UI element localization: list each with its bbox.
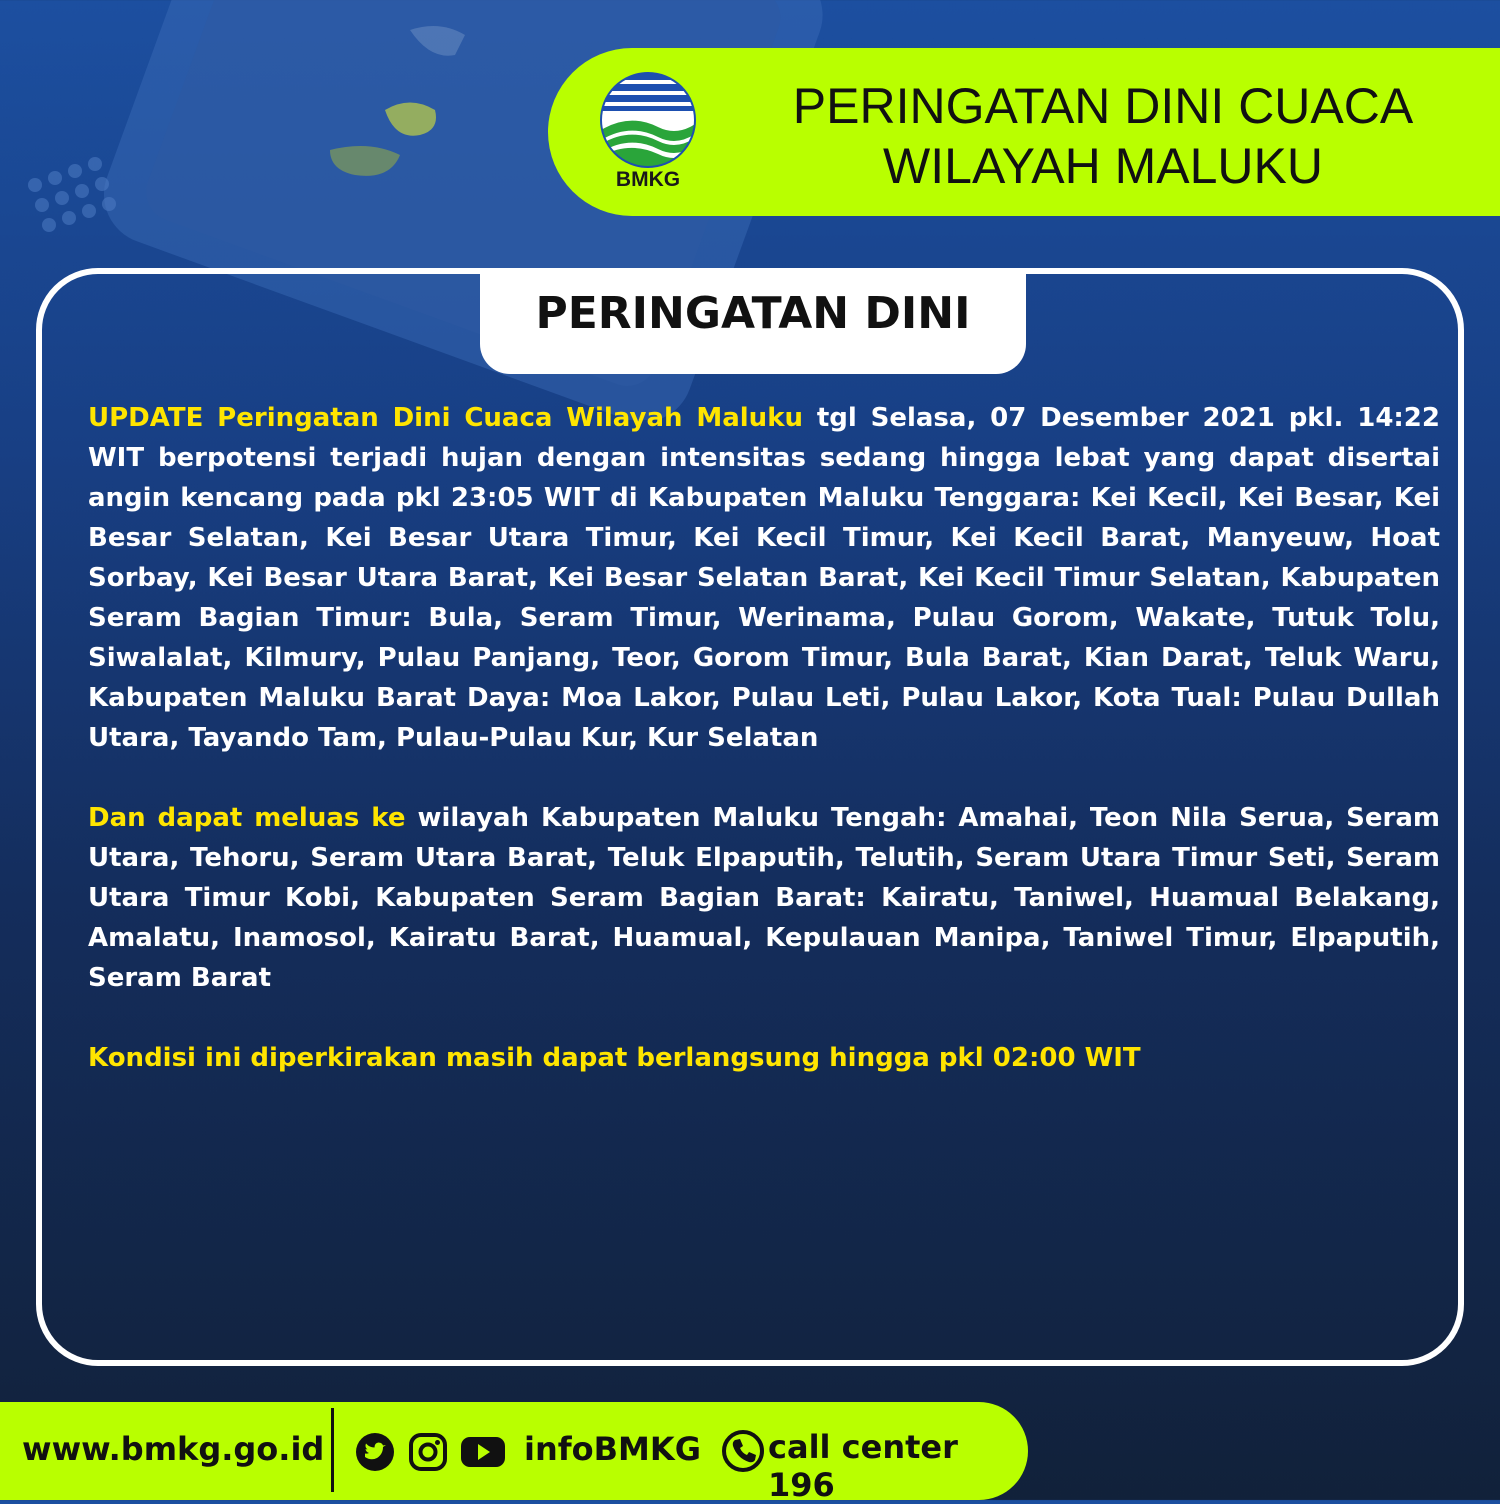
warning-panel-tab	[480, 270, 1026, 374]
spread-highlight: Dan dapat meluas ke	[88, 803, 406, 833]
duration-highlight: Kondisi ini diperkirakan masih dapat berlangsung hingga pkl 02:00 WIT	[88, 1043, 1141, 1073]
youtube-icon[interactable]	[460, 1432, 506, 1472]
twitter-icon[interactable]	[355, 1432, 395, 1472]
warning-paragraph-1	[88, 398, 1440, 758]
warning-panel-title: PERINGATAN DINI	[535, 288, 971, 339]
website-link[interactable]: www.bmkg.go.id	[22, 1430, 325, 1468]
header-title-line2: WILAYAH MALUKU	[883, 138, 1323, 194]
header-title-line1: PERINGATAN DINI CUACA	[792, 78, 1414, 134]
spread-text: wilayah Kabupaten Maluku Tengah: Amahai, Teon Nila Serua, Seram Utara, Tehoru, Seram Utara Barat, Teluk Elpaputih, Telutih, Seram Utara Timur Seti, Seram Utara Timur Kobi, Kabupaten Seram Bagian Barat: Kairatu, Taniwel, Huamual Belakang, Amalatu, Inamosol, Kairatu Barat, Huamual, Kepulauan Manipa, Taniwel Timur, Elpaputih, Seram Barat	[88, 803, 1440, 993]
bmkg-logo	[598, 70, 698, 194]
bmkg-logo-label: BMKG	[615, 168, 681, 191]
social-handle[interactable]: infoBMKG	[524, 1430, 701, 1468]
call-center[interactable]: call center 196	[768, 1428, 958, 1504]
update-highlight: UPDATE Peringatan Dini Cuaca Wilayah Maluku	[88, 403, 803, 433]
warning-content	[88, 398, 1440, 1118]
header-title	[748, 76, 1458, 196]
update-text: tgl Selasa, 07 Desember 2021 pkl. 14:22 WIT berpotensi terjadi hujan dengan intensitas sedang hingga lebat yang dapat disertai angin kencang pada pkl 23:05 WIT di Kabupaten Maluku Tenggara: Kei Kecil, Kei Besar, Kei Besar Selatan, Kei Besar Utara Timur, Kei Kecil Timur, Kei Kecil Barat, Manyeuw, Hoat Sorbay, Kei Besar Utara Barat, Kei Besar Selatan Barat, Kei Kecil Timur Selatan, Kabupaten Seram Bagian Timur: Bula, Seram Timur, Werinama, Pulau Gorom, Wakate, Tutuk Tolu, Siwalalat, Kilmury, Pulau Panjang, Teor, Gorom Timur, Bula Barat, Kian Darat, Teluk Waru, Kabupaten Maluku Barat Daya: Moa Lakor, Pulau Leti, Pulau Lakor, Kota Tual: Pulau Dullah Utara, Tayando Tam, Pulau-Pulau Kur, Kur Selatan	[88, 403, 1440, 753]
footer-bar	[0, 1402, 1028, 1504]
warning-paragraph-3	[88, 1038, 1440, 1078]
bmkg-logo-icon	[598, 70, 698, 170]
header-banner	[548, 48, 1500, 216]
footer-divider	[331, 1408, 334, 1492]
phone-icon	[722, 1430, 764, 1472]
warning-paragraph-2	[88, 798, 1440, 998]
instagram-icon[interactable]	[408, 1432, 448, 1472]
